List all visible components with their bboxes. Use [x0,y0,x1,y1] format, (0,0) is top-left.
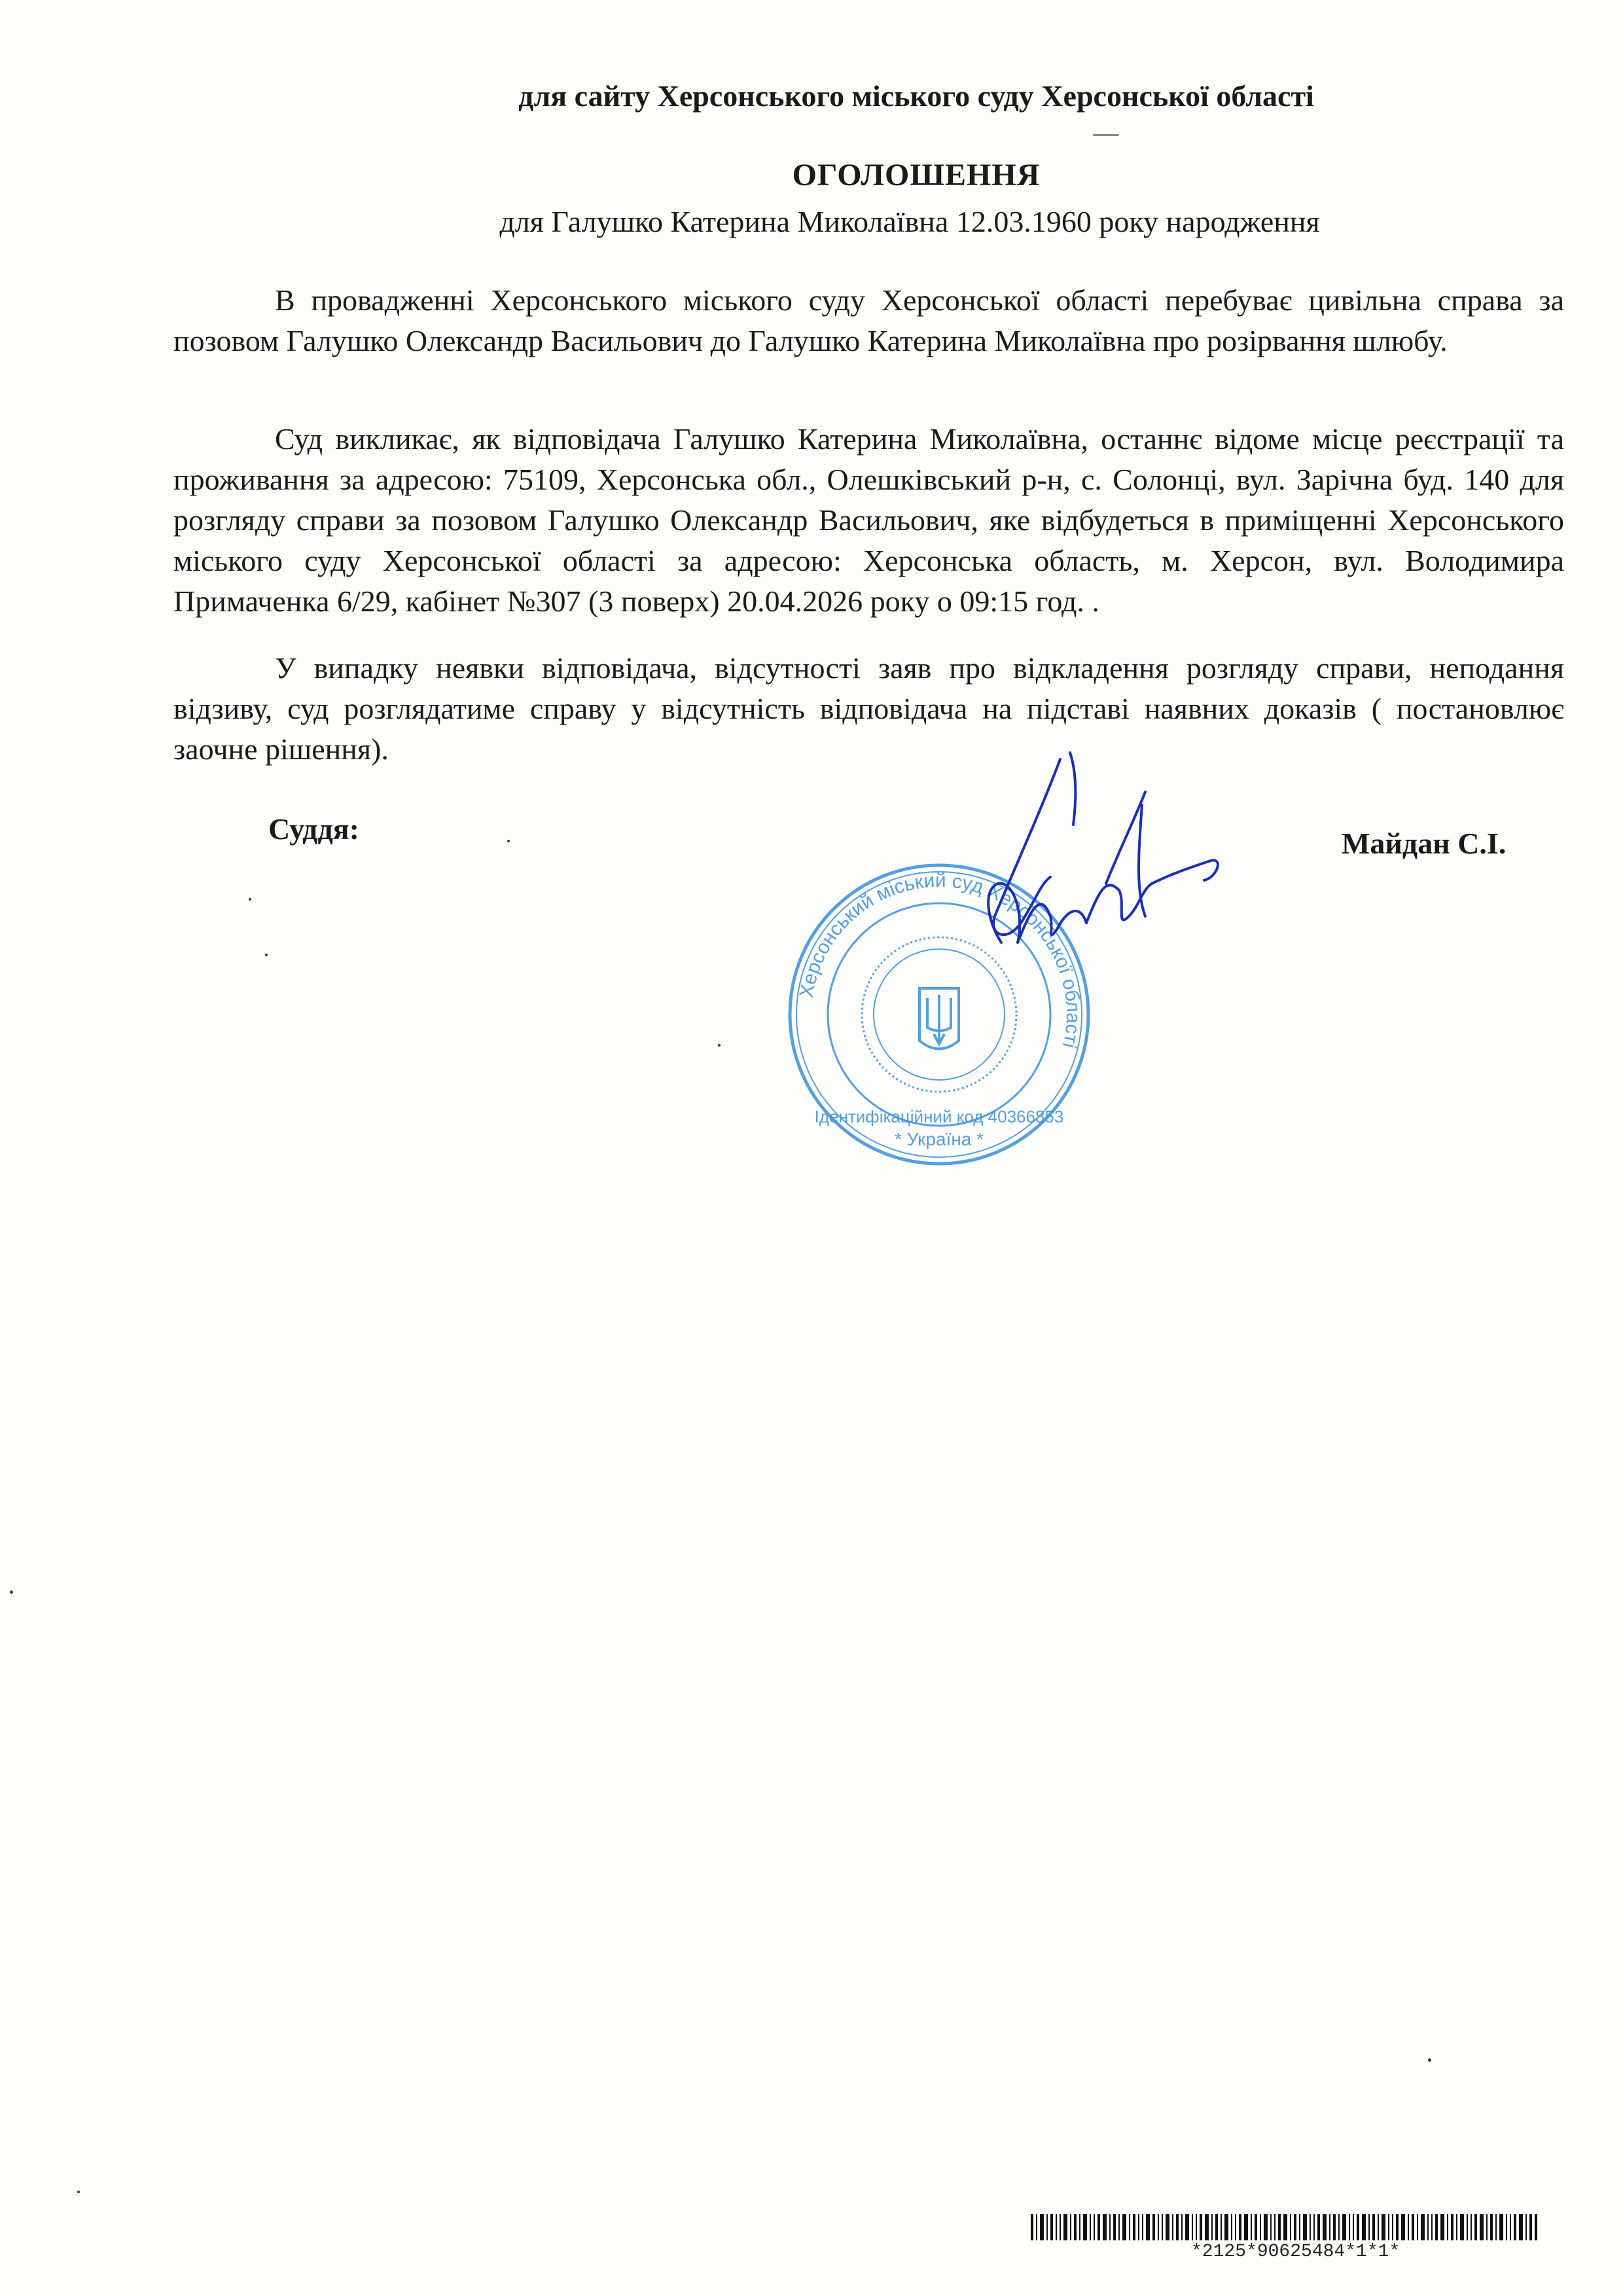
seal-outer-text: Херсонський міський суд Херсонської області [795,869,1084,1050]
paragraph-summons [173,419,1564,622]
seal-country-text: * Україна * [894,1129,984,1149]
document-barcode [1031,2214,1538,2240]
scan-speck [265,954,268,956]
scan-speck [249,898,251,901]
announcement-title: ОГОЛОШЕННЯ [792,158,1041,192]
scan-speck [1428,2058,1431,2062]
trident-emblem-icon [919,988,959,1049]
scan-speck [10,1590,13,1594]
paragraph-2-text: Суд викликає, як відповідача Галушко Катерина Миколаївна, останнє відоме місце реєстрації та проживання за адресою: 75109, Херсонська обл., Олешківський р-н, с. Солонці, вул. Зарічна буд. 140 для розгляду справи за позовом Галушко Олександр Васильович, яке відбудеться в приміщенні Херсонського міського суду Херсонської області за адресою: Херсонська область, м. Херсон, вул. Володимира Примаченка 6/29, кабінет №307 (3 поверх) 20.04.2026 року о 09:15 год. . [173,422,1564,618]
judge-label: Суддя: [268,812,359,846]
paragraph-default-judgment [173,648,1564,770]
scan-speck [77,2191,80,2193]
judge-signature [910,720,1250,995]
scan-speck [507,840,510,842]
site-header-line: для сайту Херсонського міського суду Херсонської області [518,79,1314,113]
paragraph-case-info [173,280,1564,361]
paragraph-3-text: У випадку неявки відповідача, відсутності заяв про відкладення розгляду справи, неподання відзиву, суд розглядатиме справу у відсутність відповідача на підставі наявних доказів ( постановлює заочне рішення). [173,651,1564,766]
judge-name: Майдан С.І. [1342,827,1507,860]
seal-inner-code: Ідентифікаційний код 40366853 [814,1107,1064,1126]
scan-speck [718,1044,721,1047]
announcement-subtitle: для Галушко Катерина Миколаївна 12.03.1960 року народження [499,205,1320,238]
paragraph-1-text: В провадженні Херсонського міського суду Херсонської області перебуває цивільна справа за позовом Галушко Олександр Васильович до Галушко Катерина Миколаївна про розірвання шлюбу. [173,283,1564,357]
scan-speck [1093,134,1119,136]
barcode-text: *2125*90625484*1*1* [1191,2242,1400,2262]
